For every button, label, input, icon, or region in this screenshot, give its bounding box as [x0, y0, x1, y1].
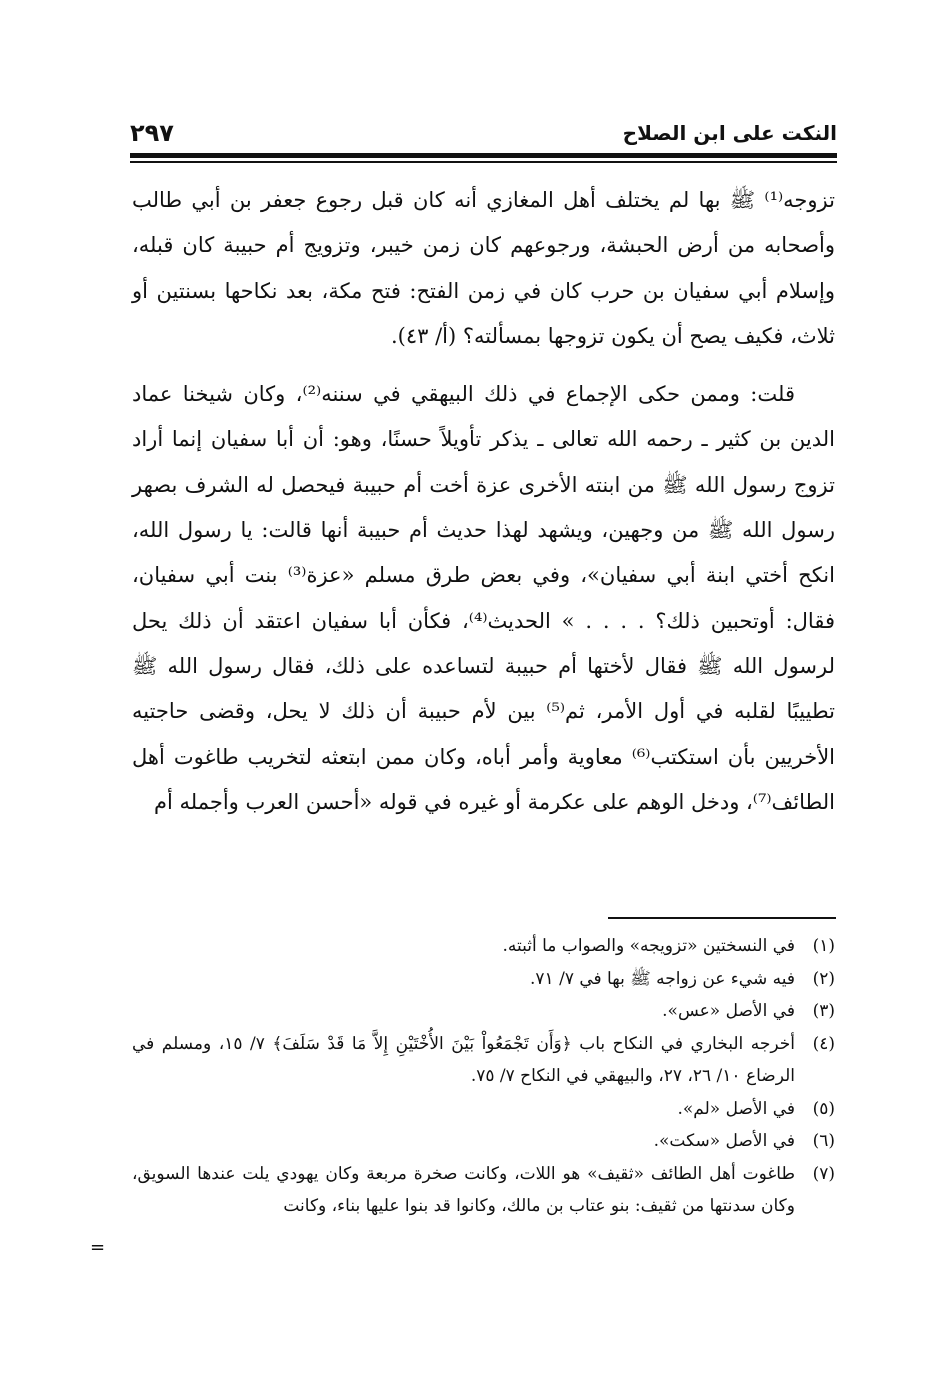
- footnote-text: في النسختين «تزويجه» والصواب ما أثبته.: [502, 936, 795, 956]
- footnote-text: فيه شيء عن زواجه ﷺ بها في ٧/ ٧١.: [530, 968, 795, 989]
- footnote-text: طاغوت أهل الطائف «ثقيف» هو اللات، وكانت صخرة مربعة وكان يهودي يلت عندها السويق، وكان سدنتها من ثقيف: بنو عتاب بن مالك، وكانوا قد بنوا عليها بناء، وكانت: [132, 1163, 795, 1216]
- footnote: [132, 963, 835, 996]
- footnote-number: (٤): [812, 1033, 835, 1054]
- footnote-number: (٣): [812, 1001, 835, 1021]
- footnote: [132, 930, 835, 963]
- footnote-text: في الأصل «عس».: [662, 1001, 795, 1021]
- footnote-number: (٦): [812, 1131, 835, 1151]
- footnote-text: في الأصل «سكت».: [653, 1131, 795, 1151]
- footnote-number: (١): [812, 936, 835, 956]
- footnote: [132, 1158, 835, 1223]
- footnote: [132, 995, 835, 1028]
- footnote: [132, 1093, 835, 1126]
- header-rule-thick: [130, 153, 837, 158]
- running-title: النكت على ابن الصلاح: [622, 121, 837, 145]
- footnote-separator: [608, 917, 836, 919]
- paragraph: تزوجه⁽¹⁾ ﷺ بها لم يختلف أهل المغازي أنه كان قبل رجوع جعفر بن أبي طالب وأصحابه من أرض الحبشة، ورجوعهم كان زمن خيبر، وتزويج أم حبيبة كان قبله، وإسلام أبي سفيان بن حرب كان في زمن الفتح: فتح مكة، بعد نكاحها بسنتين أو ثلاث، فكيف يصح أن يكون تزوجها بمسألته؟ (أ/ ٤٣).: [132, 188, 835, 348]
- page-header: [130, 118, 837, 152]
- footnote: [132, 1125, 835, 1158]
- footnote: [132, 1028, 835, 1093]
- footnote-text: أخرجه البخاري في النكاح باب ﴿وَأَن تَجْمَعُواْ بَيْنَ الأُخْتَيْنِ إِلاَّ مَا قَدْ سَلَفَ﴾ ٧/ ١٥، ومسلم في الرضاع ١٠/ ٢٦، ٢٧، والبيهقي في النكاح ٧/ ٧٥.: [132, 1033, 795, 1086]
- header-rule-thin: [130, 161, 837, 163]
- footnotes: [132, 930, 835, 1223]
- footnote-text: في الأصل «لم».: [677, 1098, 795, 1119]
- paragraph: قلت: وممن حكى الإجماع في ذلك البيهقي في سننه⁽²⁾، وكان شيخنا عماد الدين بن كثير ـ رحمه الله تعالى ـ يذكر تأويلاً حسنًا، وهو: أن أبا سفيان إنما أراد تزوج رسول الله ﷺ من ابنته الأخرى عزة أخت أم حبيبة فيحصل له الشرف بصهر رسول الله ﷺ من وجهين، ويشهد لهذا حديث أم حبيبة أنها قالت: يا رسول الله، انكح أختي ابنة أبي سفيان»، وفي بعض طرق مسلم «عزة⁽³⁾ بنت أبي سفيان، فقال: أوتحبين ذلك؟ . . . . » الحديث⁽⁴⁾، فكأن أبا سفيان اعتقد أن ذلك يحل لرسول الله ﷺ فقال لأختها أم حبيبة لتساعده على ذلك، فقال رسول الله ﷺ تطييبًا لقلبه في أول الأمر، ثم⁽⁵⁾ بين لأم حبيبة أن ذلك لا يحل، وقضى حاجتيه الأخريين بأن استكتب⁽⁶⁾ معاوية وأمر أباه، وكان ممن ابتعثه لتخريب طاغوت أهل الطائف⁽⁷⁾، ودخل الوهم على عكرمة أو غيره في قوله «أحسن العرب وأجمله أم: [132, 382, 836, 814]
- continuation-mark: =: [90, 1237, 106, 1258]
- page-number: ٢٩٧: [130, 119, 174, 147]
- footnote-number: (٥): [812, 1098, 835, 1119]
- footnote-number: (٢): [812, 968, 835, 989]
- main-text: [132, 178, 835, 825]
- footnote-number: (٧): [812, 1163, 835, 1184]
